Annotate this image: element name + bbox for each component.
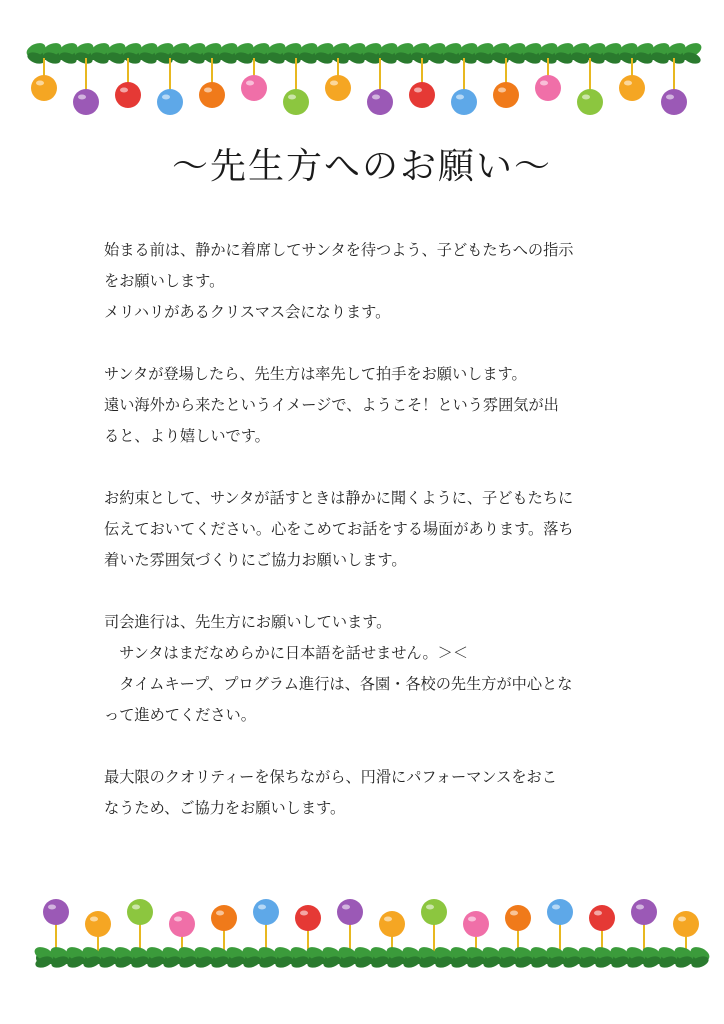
ornament-ball (451, 89, 477, 115)
paragraph-2 (104, 359, 634, 452)
text-line: 最大限のクオリティーを保ちながら、円滑にパフォーマンスをおこ (104, 768, 557, 786)
ornament-ball (115, 82, 141, 108)
flower-shine (678, 917, 686, 922)
ornament-shine (288, 95, 296, 100)
text-line: をお願いします。 (104, 272, 225, 290)
flower-shine (258, 905, 266, 910)
ornament-ball (409, 82, 435, 108)
flower-shine (384, 917, 392, 922)
flower-shine (48, 905, 56, 910)
text-line: ると、より嬉しいです。 (104, 427, 270, 445)
flower-shine (636, 905, 644, 910)
ornament-shine (36, 81, 44, 86)
flower-shine (300, 911, 308, 916)
flower-shine (594, 911, 602, 916)
ornament-ball (73, 89, 99, 115)
ornament-ball (157, 89, 183, 115)
flower-ball (253, 899, 279, 925)
ornament-shine (372, 95, 380, 100)
flower-ball (421, 899, 447, 925)
flower-shine (510, 911, 518, 916)
text-line: 始まる前は、静かに着席してサンタを待つよう、子どもたちへの指示 (104, 241, 574, 259)
flower-ball (127, 899, 153, 925)
flower-ball (379, 911, 405, 937)
ornament-ball (199, 82, 225, 108)
ornament-ball (535, 75, 561, 101)
text-line: お約束として、サンタが話すときは静かに聞くように、子どもたちに (104, 489, 574, 507)
ornament-shine (78, 95, 86, 100)
flower-ball (673, 911, 699, 937)
flower-ball (295, 905, 321, 931)
paragraph-1 (104, 235, 634, 328)
page-title: 〜先生方へのお願い〜 (171, 146, 552, 187)
flower-ball (43, 899, 69, 925)
flower-shine (174, 917, 182, 922)
text-line: 司会進行は、先生方にお願いしています。 (104, 613, 392, 631)
text-line: なうため、ご協力をお願いします。 (104, 799, 346, 817)
ornament-shine (414, 88, 422, 93)
ornament-ball (241, 75, 267, 101)
paragraph-5 (104, 762, 634, 824)
ornament-shine (246, 81, 254, 86)
text-line: メリハリがあるクリスマス会になります。 (104, 303, 391, 321)
ornament-shine (162, 95, 170, 100)
bottom-garland-decoration (0, 890, 724, 980)
flower-ball (547, 899, 573, 925)
flower-ball (211, 905, 237, 931)
ornament-shine (498, 88, 506, 93)
ornament-ball (661, 89, 687, 115)
flower-shine (468, 917, 476, 922)
flower-shine (552, 905, 560, 910)
flower-ball (589, 905, 615, 931)
paragraph-4 (104, 607, 634, 731)
flower-ball (337, 899, 363, 925)
flower-ball (505, 905, 531, 931)
flower-ball (169, 911, 195, 937)
text-line: 遠い海外から来たというイメージで、ようこそ！という雰囲気が出 (104, 396, 559, 414)
text-line: 伝えておいてください。心をこめてお話をする場面があります。落ち (104, 520, 574, 538)
text-line: って進めてください。 (104, 706, 256, 724)
ornament-shine (456, 95, 464, 100)
ornament-shine (330, 81, 338, 86)
ornament-ball (619, 75, 645, 101)
text-line: サンタが登場したら、先生方は率先して拍手をお願いします。 (104, 365, 527, 383)
flower-shine (132, 905, 140, 910)
top-garland-decoration (0, 40, 724, 130)
ornament-ball (577, 89, 603, 115)
ornament-shine (540, 81, 548, 86)
flower-shine (426, 905, 434, 910)
ornament-shine (624, 81, 632, 86)
text-line: タイムキープ、プログラム進行は、各園・各校の先生方が中心とな (104, 675, 573, 693)
ornament-ball (283, 89, 309, 115)
flower-ball (463, 911, 489, 937)
ornament-shine (666, 95, 674, 100)
flower-ball (85, 911, 111, 937)
paragraph-3 (104, 483, 634, 576)
body-text (104, 235, 634, 855)
ornament-ball (367, 89, 393, 115)
flower-shine (90, 917, 98, 922)
ornament-ball (31, 75, 57, 101)
flower-ball (631, 899, 657, 925)
text-line: 着いた雰囲気づくりにご協力お願いします。 (104, 551, 407, 569)
text-line: サンタはまだなめらかに日本語を話せません。＞＜ (104, 644, 469, 662)
ornament-shine (120, 88, 128, 93)
flower-shine (342, 905, 350, 910)
flower-shine (216, 911, 224, 916)
ornament-shine (204, 88, 212, 93)
ornament-ball (493, 82, 519, 108)
ornament-shine (582, 95, 590, 100)
ornament-ball (325, 75, 351, 101)
